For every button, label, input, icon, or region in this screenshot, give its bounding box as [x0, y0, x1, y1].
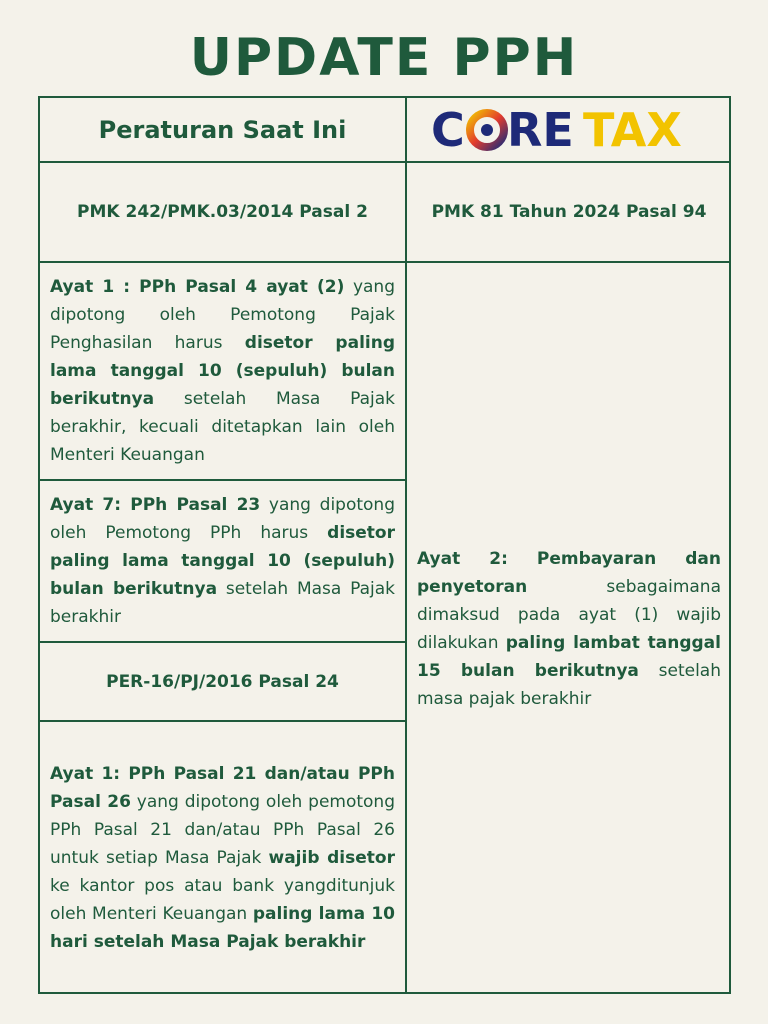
ayat7-cell: [40, 481, 407, 643]
svg-text:TAX: TAX: [583, 105, 682, 154]
ayat7-bold1: Ayat 7: PPh Pasal 23: [50, 495, 261, 515]
ayat1-pmk242-bold2: disetor paling lama tanggal 10 (sepuluh) bulan berikutnya: [50, 333, 395, 409]
ayat2-pmk81-bold1: Ayat 2: Pembayaran dan penyetoran: [417, 548, 721, 597]
ayat2-pmk81-cell: [407, 263, 731, 994]
header-current-rules: [40, 98, 407, 163]
ayat7-text2: setelah Masa Pajak berakhir: [50, 579, 395, 627]
ayat1-per16-bold2: wajib disetor: [268, 848, 395, 868]
ayat2-pmk81-bold2: paling lambat tanggal 15 bulan berikutnya: [417, 632, 721, 681]
ayat1-per16-text: [40, 760, 405, 956]
page-title: UPDATE PPH: [189, 28, 579, 88]
ayat1-per16-text1: yang dipotong oleh pemotong PPh Pasal 21 dan/atau PPh Pasal 26 untuk setiap Masa Pajak: [50, 792, 395, 868]
ayat1-pmk242-text: [40, 273, 405, 469]
header-current-rules-label: Peraturan Saat Ini: [98, 115, 347, 144]
ayat2-pmk81-text: [407, 545, 731, 713]
ayat1-pmk242-cell: [40, 263, 407, 481]
ref-cell-left: [40, 163, 407, 263]
coretax-logo: [407, 98, 731, 161]
ref-pmk-81: PMK 81 Tahun 2024 Pasal 94: [431, 202, 707, 222]
ayat2-pmk81-text1: sebagaimana dimaksud pada ayat (1) wajib dilakukan: [417, 576, 721, 653]
svg-text:RE: RE: [507, 105, 574, 154]
comparison-table: [38, 96, 731, 994]
header-coretax-logo: [407, 98, 731, 163]
ayat1-per16-bold3: paling lama 10 hari setelah Masa Pajak berakhir: [50, 904, 395, 952]
ayat1-per16-bold1: Ayat 1: PPh Pasal 21 dan/atau PPh Pasal 26: [50, 764, 395, 812]
ref-pmk-242: PMK 242/PMK.03/2014 Pasal 2: [77, 202, 368, 222]
ref-per16-cell: [40, 643, 407, 722]
ayat7-bold2: disetor paling lama tanggal 10 (sepuluh) bulan berikutnya: [50, 523, 395, 599]
svg-text:C: C: [431, 105, 465, 154]
ayat1-per16-cell: [40, 722, 407, 994]
ayat7-text: [40, 491, 405, 631]
ref-per16: PER-16/PJ/2016 Pasal 24: [106, 671, 339, 692]
ayat2-pmk81-text2: setelah masa pajak berakhir: [417, 660, 721, 709]
ayat1-pmk242-text2: setelah Masa Pajak berakhir, kecuali ditetapkan lain oleh Menteri Keuangan: [50, 389, 395, 465]
ayat7-text1: yang dipotong oleh Pemotong PPh harus: [50, 495, 395, 543]
ayat1-per16-text2: ke kantor pos atau bank yangditunjuk oleh Menteri Keuangan: [50, 876, 395, 924]
ref-cell-right: [407, 163, 731, 263]
ayat1-pmk242-text1: yang dipotong oleh Pemotong Pajak Penghasilan harus: [50, 277, 395, 353]
ayat1-pmk242-bold1: Ayat 1 : PPh Pasal 4 ayat (2): [50, 277, 345, 297]
coretax-logo-icon: [431, 106, 707, 154]
